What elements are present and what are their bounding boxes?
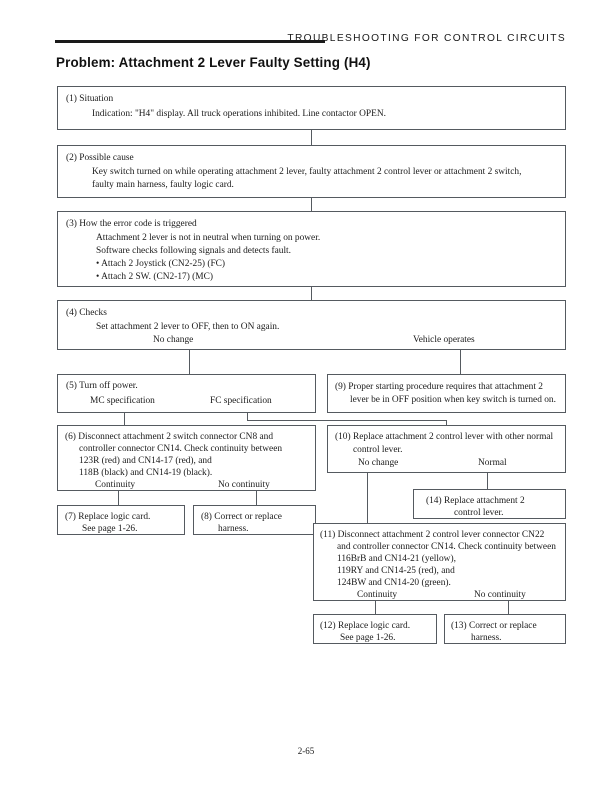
box-13-line-2: harness. — [471, 633, 502, 643]
connector-5-fc-down — [247, 413, 248, 420]
box-10-branch-left-label: No change — [358, 458, 399, 468]
running-head: TROUBLESHOOTING FOR CONTROL CIRCUITS — [287, 33, 566, 44]
box-2-possible-cause — [57, 145, 566, 198]
box-7-line-1: (7) Replace logic card. — [65, 512, 151, 522]
box-2-line-1: Key switch turned on while operating attachment 2 lever, faulty attachment 2 control lever or attachment 2 switch, — [92, 167, 522, 177]
box-5-turn-off-power — [57, 374, 316, 413]
connector-2-to-3 — [311, 198, 312, 211]
box-1-heading: (1) Situation — [66, 94, 114, 104]
box-10-replace-control-lever — [327, 425, 566, 473]
box-4-heading: (4) Checks — [66, 308, 107, 318]
box-13-line-1: (13) Correct or replace — [451, 621, 537, 631]
connector-6-continuity-to-7 — [118, 491, 119, 505]
box-11-line-1: (11) Disconnect attachment 2 control lever connector CN22 — [320, 530, 545, 540]
box-11-line-5: 124BW and CN14-20 (green). — [337, 578, 451, 588]
box-5-branch-left-label: MC specification — [90, 396, 155, 406]
box-13-correct-or-replace-harness — [444, 614, 566, 644]
box-12-line-1: (12) Replace logic card. — [320, 621, 411, 631]
connector-4-left-to-5 — [189, 350, 190, 374]
box-5-branch-right-label: FC specification — [210, 396, 272, 406]
box-4-line-1: Set attachment 2 lever to OFF, then to ON again. — [96, 322, 280, 332]
box-3-line-1: Attachment 2 lever is not in neutral when turning on power. — [96, 233, 321, 243]
box-6-disconnect-cn8 — [57, 425, 316, 491]
connector-10-no-change-to-11 — [367, 473, 368, 523]
box-10-line-2: control lever. — [353, 445, 403, 455]
box-8-line-2: harness. — [218, 524, 249, 534]
box-3-heading: (3) How the error code is triggered — [66, 219, 197, 229]
box-6-line-2: controller connector CN14. Check continuity between — [79, 444, 283, 454]
box-11-branch-right-label: No continuity — [474, 590, 526, 600]
box-3-trigger — [57, 211, 566, 287]
box-12-line-2: See page 1-26. — [340, 633, 396, 643]
box-9-line-1: (9) Proper starting procedure requires that attachment 2 — [335, 382, 543, 392]
box-6-branch-left-label: Continuity — [95, 480, 136, 490]
connector-6-no-continuity-to-8 — [256, 491, 257, 505]
box-3-line-2: Software checks following signals and detects fault. — [96, 246, 291, 256]
box-3-line-4: • Attach 2 SW. (CN2-17) (MC) — [96, 272, 213, 282]
box-8-line-1: (8) Correct or replace — [201, 512, 282, 522]
page-number: 2-65 — [297, 746, 315, 756]
box-14-line-2: control lever. — [454, 508, 504, 518]
header-rule — [55, 40, 325, 43]
box-9-line-2: lever be in OFF position when key switch is turned on. — [350, 395, 556, 405]
box-11-disconnect-cn22 — [313, 523, 566, 601]
connector-4-right-to-9 — [460, 350, 461, 374]
box-7-line-2: See page 1-26. — [82, 524, 138, 534]
box-10-branch-right-label: Normal — [478, 458, 507, 468]
box-6-line-1: (6) Disconnect attachment 2 switch connector CN8 and — [65, 432, 274, 442]
connector-11-continuity-to-12 — [375, 601, 376, 614]
box-1-situation — [57, 86, 566, 130]
box-14-line-1: (14) Replace attachment 2 — [426, 496, 525, 506]
page-title: Problem: Attachment 2 Lever Faulty Setting (H4) — [56, 55, 371, 70]
box-5-heading: (5) Turn off power. — [66, 381, 138, 391]
box-6-line-4: 118B (black) and CN14-19 (black). — [79, 468, 213, 478]
box-3-line-3: • Attach 2 Joystick (CN2-25) (FC) — [96, 259, 226, 269]
box-11-line-4: 119RY and CN14-25 (red), and — [337, 566, 455, 576]
connector-10-normal-to-14 — [487, 473, 488, 489]
connector-5-mc-to-6 — [124, 413, 125, 425]
box-2-line-2: faulty main harness, faulty logic card. — [92, 180, 234, 190]
box-12-replace-logic-card — [313, 614, 437, 644]
box-10-line-1: (10) Replace attachment 2 control lever with other normal — [335, 432, 554, 442]
box-2-heading: (2) Possible cause — [66, 153, 134, 163]
box-11-branch-left-label: Continuity — [357, 590, 398, 600]
box-6-branch-right-label: No continuity — [218, 480, 270, 490]
box-4-branch-left-label: No change — [153, 335, 194, 345]
connector-3-to-4 — [311, 287, 312, 300]
box-8-correct-or-replace-harness — [193, 505, 316, 535]
connector-11-no-continuity-to-13 — [508, 601, 509, 614]
box-9-proper-starting-procedure — [327, 374, 566, 413]
box-7-replace-logic-card — [57, 505, 185, 535]
box-6-line-3: 123R (red) and CN14-17 (red), and — [79, 456, 212, 466]
box-4-branch-right-label: Vehicle operates — [413, 335, 475, 345]
box-14-replace-attachment-2-control-lever — [413, 489, 566, 519]
box-4-checks — [57, 300, 566, 350]
box-11-line-2: and controller connector CN14. Check continuity between — [337, 542, 556, 552]
box-1-line-1: Indication: "H4" display. All truck operations inhibited. Line contactor OPEN. — [92, 109, 386, 119]
connector-1-to-2 — [311, 130, 312, 145]
connector-5-fc-across — [247, 420, 447, 421]
box-11-line-3: 116BrB and CN14-21 (yellow), — [337, 554, 456, 564]
